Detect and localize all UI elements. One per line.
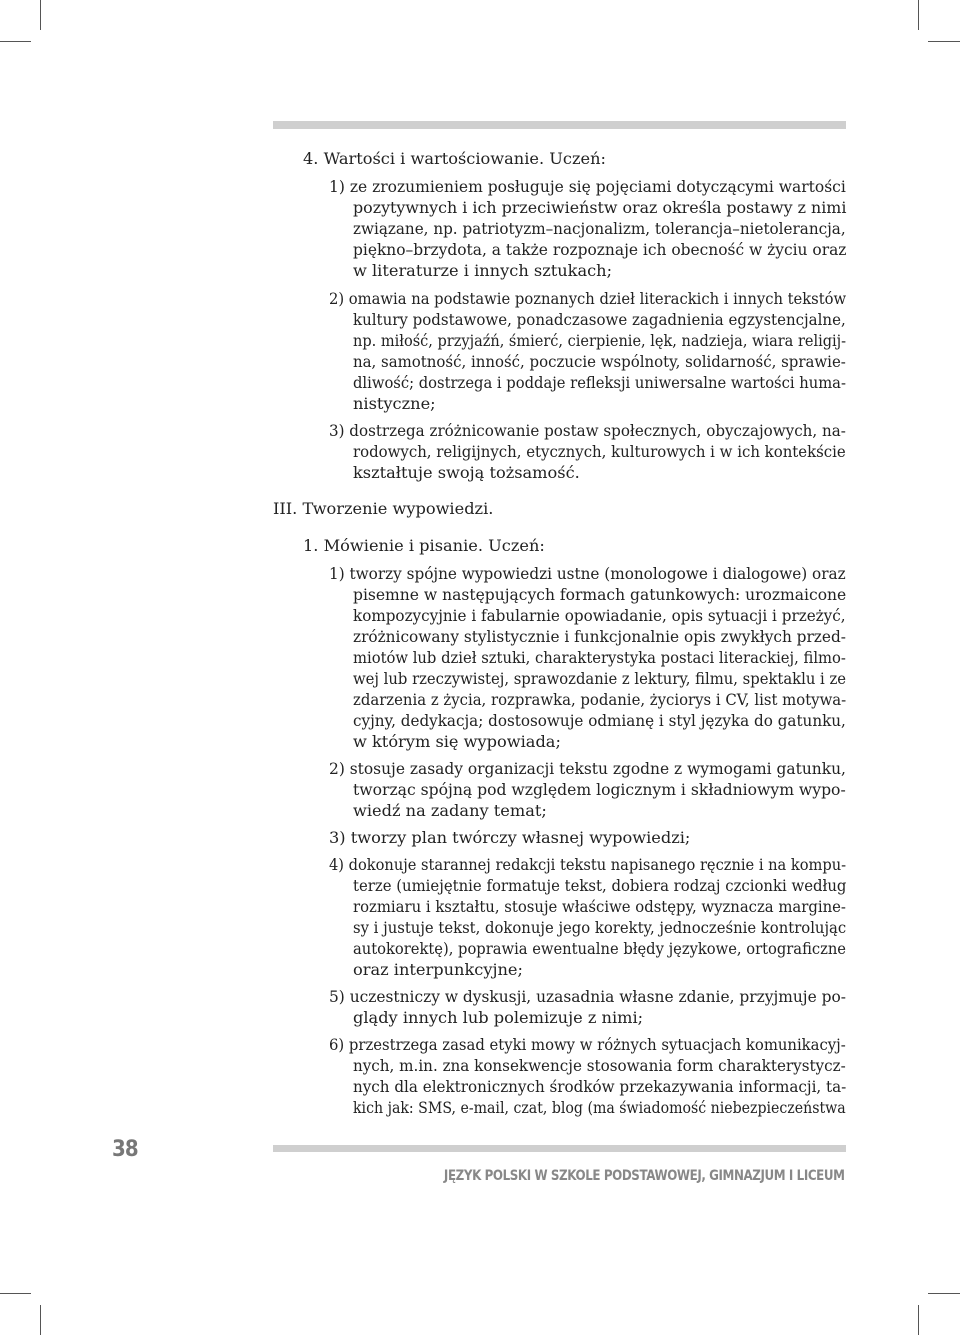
section-III-heading: III. Tworzenie wypowiedzi.: [273, 499, 494, 518]
list-item-line: kompozycyjnie i fabularnie opowiadanie, opis sytuacji i przeżyć,: [353, 606, 846, 625]
list-item-line: 3) dostrzega zróżnicowanie postaw społecznych, obyczajowych, na-: [329, 421, 846, 440]
list-item-line: pozytywnych i ich przeciwieństw oraz określa postawy z nimi: [353, 198, 847, 217]
list-item-line: zdarzenia z życia, rozprawka, podanie, życiorys i CV, list motywa-: [353, 690, 847, 709]
list-item-line: rodowych, religijnych, etycznych, kulturowych i w ich kontekście: [353, 442, 846, 461]
list-item-line: w literaturze i innych sztukach;: [353, 261, 613, 280]
list-item-line: 1) tworzy spójne wypowiedzi ustne (monologowe i dialogowe) oraz: [329, 564, 846, 583]
list-item-line: nistyczne;: [353, 394, 436, 413]
list-item-line: 6) przestrzega zasad etyki mowy w różnych sytuacjach komunikacyj-: [329, 1035, 846, 1054]
list-item-line: pisemne w następujących formach gatunkowych: urozmaicone: [353, 585, 847, 604]
list-item-line: nych dla elektronicznych środków przekazywania informacji, ta-: [353, 1077, 847, 1096]
list-item-line: w którym się wypowiada;: [353, 732, 561, 751]
list-item-line: dliwość; dostrzega i poddaje refleksji uniwersalne wartości huma-: [353, 373, 846, 392]
list-item-line: glądy innych lub polemizuje z nimi;: [353, 1008, 644, 1027]
running-footer: JĘZYK POLSKI W SZKOLE PODSTAWOWEJ, GIMNAZJUM I LICEUM: [444, 1168, 845, 1184]
list-item-line: 5) uczestniczy w dyskusji, uzasadnia własne zdanie, przyjmuje po-: [329, 987, 846, 1006]
list-item-line: 2) stosuje zasady organizacji tekstu zgodne z wymogami gatunku,: [329, 759, 846, 778]
list-item-line: piękno–brzydota, a także rozpoznaje ich obecność w życiu oraz: [353, 240, 847, 259]
list-item-line: wiedź na zadany temat;: [353, 801, 547, 820]
list-item-line: 3) tworzy plan twórczy własnej wypowiedzi;: [329, 828, 691, 847]
page-number: 38: [112, 1137, 138, 1162]
list-item-line: oraz interpunkcyjne;: [353, 960, 523, 979]
list-item-line: zróżnicowany stylistycznie i funkcjonalnie opis zwykłych przed-: [353, 627, 846, 646]
section-4-heading: 4. Wartości i wartościowanie. Uczeń:: [303, 149, 606, 168]
list-item-line: sy i justuje tekst, dokonuje jego korekty, jednocześnie kontrolując: [353, 918, 847, 937]
list-item-line: miotów lub dzieł sztuki, charakterystyka postaci literackiej, filmo-: [353, 648, 846, 667]
list-item-line: 4) dokonuje starannej redakcji tekstu napisanego ręcznie i na kompu-: [329, 855, 847, 874]
list-item-line: autokorektę), poprawia ewentualne błędy językowe, ortograficzne: [353, 939, 847, 958]
list-item-line: kształtuje swoją tożsamość.: [353, 463, 580, 482]
list-item-line: tworząc spójną pod względem logicznym i składniowym wypo-: [353, 780, 846, 799]
list-item-line: terze (umiejętnie formatuje tekst, dobiera rodzaj czcionki według: [353, 876, 847, 895]
list-item-line: kich jak: SMS, e-mail, czat, blog (ma świadomość niebezpieczeństwa: [353, 1098, 846, 1117]
list-item-line: nych, m.in. zna konsekwencje stosowania form charakterystycz-: [353, 1056, 846, 1075]
list-item-line: kultury podstawowe, ponadczasowe zagadnienia egzystencjalne,: [353, 310, 846, 329]
list-item-line: rozmiaru i kształtu, stosuje właściwe odstępy, wyznacza margine-: [353, 897, 846, 916]
list-item-line: np. miłość, przyjaźń, śmierć, cierpienie, lęk, nadzieja, wiara religij-: [353, 331, 847, 350]
list-item-line: wej lub rzeczywistej, sprawozdanie z lektury, filmu, spektaklu i ze: [353, 669, 847, 688]
subsection-heading: 1. Mówienie i pisanie. Uczeń:: [303, 536, 545, 555]
list-item-line: na, samotność, inność, poczucie wspólnoty, solidarność, sprawie-: [353, 352, 846, 371]
list-item-line: 2) omawia na podstawie poznanych dzieł literackich i innych tekstów: [329, 289, 847, 308]
list-item-line: związane, np. patriotyzm–nacjonalizm, tolerancja–nietolerancja,: [353, 219, 846, 238]
list-item-line: cyjny, dedykacja; dostosowuje odmianę i styl języka do gatunku,: [353, 711, 846, 730]
list-item-line: 1) ze zrozumieniem posługuje się pojęciami dotyczącymi wartości: [329, 177, 846, 196]
